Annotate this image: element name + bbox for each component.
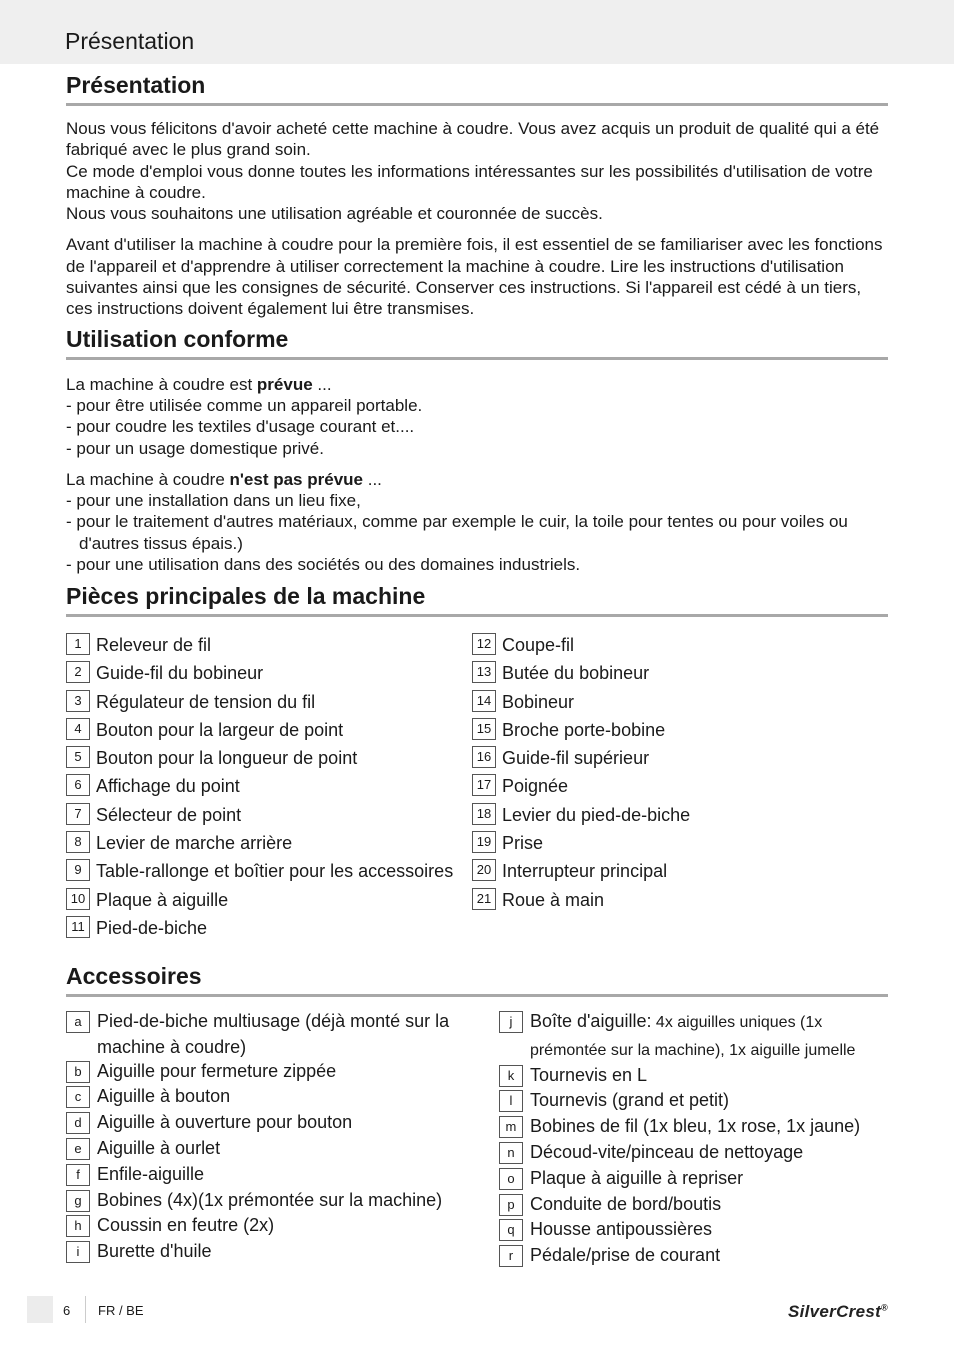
item-number-box: f — [66, 1164, 90, 1186]
item-label: Tournevis en L — [529, 1064, 648, 1085]
item-label: Bobines de fil (1x bleu, 1x rose, 1x jaune) — [529, 1116, 861, 1137]
accessory-item — [499, 1218, 888, 1244]
part-item — [472, 858, 872, 886]
item-number-box: 8 — [66, 831, 90, 853]
list-item: - pour être utilisée comme un appareil portable. — [66, 395, 423, 415]
parts-list — [66, 631, 888, 942]
parts-column-2 — [472, 631, 872, 942]
item-number-box: o — [499, 1168, 523, 1190]
accessory-item — [499, 1193, 888, 1219]
page-content — [66, 70, 888, 1270]
utilisation-intro-2 — [66, 469, 888, 490]
section-title-presentation: Présentation — [66, 70, 888, 106]
part-item — [472, 829, 872, 857]
part-item — [66, 631, 472, 659]
accessories-column-2 — [499, 1010, 888, 1270]
intro-suffix: ... — [363, 469, 382, 489]
accessory-item — [499, 1010, 888, 1064]
accessory-item — [66, 1085, 499, 1111]
part-item — [472, 660, 872, 688]
item-number-box: 2 — [66, 661, 90, 683]
item-label: Guide-fil du bobineur — [96, 663, 264, 684]
part-item — [472, 716, 872, 744]
item-number-box: 7 — [66, 803, 90, 825]
item-label: Prise — [502, 833, 544, 854]
not-intended-use-list — [66, 490, 888, 575]
item-label: Découd-vite/pinceau de nettoyage — [529, 1142, 804, 1162]
brand-logo — [788, 1302, 888, 1322]
item-number-box: 1 — [66, 633, 90, 655]
item-number-box: p — [499, 1194, 523, 1216]
item-label: Levier de marche arrière — [96, 833, 293, 854]
item-label: Coupe-fil — [502, 634, 575, 655]
item-label: Table-rallonge et boîtier pour les accessoires — [96, 861, 454, 882]
item-label: Roue à main — [502, 889, 605, 910]
item-number-box: 16 — [472, 746, 496, 768]
item-label: Régulateur de tension du fil — [96, 691, 316, 712]
item-label: Broche porte-bobine — [502, 719, 666, 740]
page-header-title: Présentation — [65, 28, 195, 54]
part-item — [472, 801, 872, 829]
accessories-column-1 — [66, 1010, 499, 1270]
intro-suffix: ... — [312, 374, 332, 394]
list-item: - pour un usage domestique privé. — [66, 438, 324, 458]
item-number-box: h — [66, 1215, 90, 1237]
part-item — [472, 773, 872, 801]
item-label: Aiguille pour fermeture zippée — [97, 1060, 337, 1081]
intro-bold: prévue — [256, 374, 313, 394]
brand-name: SilverCrest — [787, 1302, 882, 1321]
item-number-box: q — [499, 1219, 523, 1241]
part-item — [66, 858, 472, 886]
part-item — [66, 688, 472, 716]
part-item — [472, 688, 872, 716]
item-number-box: 13 — [472, 661, 496, 683]
item-number-box: k — [499, 1065, 523, 1087]
item-label: Sélecteur de point — [96, 804, 242, 825]
parts-column-1 — [66, 631, 472, 942]
paragraph-line: Nous vous félicitons d'avoir acheté cette machine à coudre. Vous avez acquis un produit de qualité qui a été fabriqué avec le plus grand soin. — [66, 119, 880, 160]
accessory-item — [66, 1111, 499, 1137]
accessory-item — [499, 1167, 888, 1193]
accessory-item — [499, 1064, 888, 1090]
item-label-detail: 4x aiguilles uniques (1x prémontée sur la machine), 1x aiguille jumelle — [529, 1013, 856, 1059]
list-item: - pour coudre les textiles d'usage courant et.... — [66, 417, 415, 437]
intro-text: La machine à coudre est — [66, 374, 257, 394]
part-item — [66, 745, 472, 773]
item-label: Aiguille à ouverture pour bouton — [97, 1112, 353, 1133]
list-item: - pour le traitement d'autres matériaux, comme par exemple le cuir, la toile pour tentes ou pour voiles ou d'autres tissus épais.) — [66, 512, 848, 553]
accessory-item — [66, 1060, 499, 1086]
item-number-box: g — [66, 1190, 90, 1212]
item-number-box: 17 — [472, 774, 496, 796]
item-number-box: b — [66, 1061, 90, 1083]
item-label: Tournevis (grand et petit) — [529, 1090, 730, 1111]
item-label: Enfile-aiguille — [97, 1163, 205, 1184]
part-item — [66, 801, 472, 829]
part-item — [66, 886, 472, 914]
item-label: Pied-de-biche — [96, 917, 208, 938]
section-title-accessoires: Accessoires — [66, 961, 888, 997]
item-number-box: 20 — [472, 859, 496, 881]
accessory-item — [66, 1214, 499, 1240]
intro-bold: n'est pas prévue — [229, 469, 363, 489]
accessory-item — [499, 1244, 888, 1270]
intended-use-list — [66, 395, 888, 459]
item-number-box: d — [66, 1112, 90, 1134]
footer-grey-box — [27, 1296, 53, 1323]
accessory-item — [66, 1137, 499, 1163]
accessory-item — [499, 1089, 888, 1115]
item-number-box: j — [499, 1011, 523, 1033]
item-label: Housse antipoussières — [529, 1219, 713, 1240]
item-label: Aiguille à bouton — [97, 1086, 231, 1107]
item-number-box: 19 — [472, 831, 496, 853]
utilisation-intro — [66, 374, 888, 395]
item-label: Affichage du point — [96, 776, 240, 797]
presentation-paragraph-1 — [66, 118, 888, 224]
item-label: Plaque à aiguille à repriser — [529, 1167, 744, 1188]
item-label: Guide-fil supérieur — [502, 748, 650, 769]
item-number-box: c — [66, 1086, 90, 1108]
item-label: Coussin en feutre (2x) — [97, 1215, 275, 1236]
item-number-box: n — [499, 1142, 523, 1164]
footer-language: FR / BE — [98, 1303, 144, 1318]
item-number-box: 9 — [66, 859, 90, 881]
item-number-box: 4 — [66, 718, 90, 740]
paragraph-line: Nous vous souhaitons une utilisation agréable et couronnée de succès. — [66, 204, 603, 224]
item-number-box: 5 — [66, 746, 90, 768]
page-number: 6 — [63, 1303, 71, 1318]
item-label: Bouton pour la longueur de point — [96, 748, 358, 769]
part-item — [66, 660, 472, 688]
item-number-box: l — [499, 1090, 523, 1112]
item-label: Aiguille à ourlet — [97, 1138, 221, 1158]
item-number-box: a — [66, 1011, 90, 1033]
item-label: Butée du bobineur — [502, 663, 650, 684]
accessory-item — [66, 1240, 499, 1266]
part-item — [472, 745, 872, 773]
intro-text: La machine à coudre — [66, 469, 230, 489]
item-number-box: 3 — [66, 690, 90, 712]
accessory-item — [66, 1010, 499, 1060]
part-item — [472, 886, 872, 914]
item-label: Interrupteur principal — [502, 861, 668, 882]
section-title-pieces: Pièces principales de la machine — [66, 581, 888, 617]
footer-divider — [85, 1296, 86, 1323]
item-number-box: 6 — [66, 774, 90, 796]
accessory-item — [66, 1163, 499, 1189]
accessory-item — [499, 1115, 888, 1141]
list-item: - pour une installation dans un lieu fixe, — [66, 491, 361, 511]
item-label: Levier du pied-de-biche — [502, 804, 691, 825]
item-label: Plaque à aiguille — [96, 889, 229, 910]
item-label — [530, 1008, 888, 1064]
item-number-box: m — [499, 1116, 523, 1138]
item-label: Pied-de-biche multiusage (déjà monté sur la machine à coudre) — [97, 1010, 450, 1057]
part-item — [472, 631, 872, 659]
presentation-paragraph-2: Avant d'utiliser la machine à coudre pour la première fois, il est essentiel de se familiariser avec les fonctions de l'appareil et d'apprendre à utiliser correctement la machine à coudre. Lire les instructions d'utilisation suivantes ainsi que les consignes de sécurité. Conserver ces instructions. Si l'appareil est cédé à un tiers, ces instructions doivent également lui être transmises. — [66, 235, 883, 319]
item-number-box: 15 — [472, 718, 496, 740]
item-number-box: 12 — [472, 633, 496, 655]
part-item — [66, 829, 472, 857]
item-label: Bouton pour la largeur de point — [96, 719, 344, 740]
item-label: Releveur de fil — [96, 634, 212, 655]
item-label: Bobines (4x)(1x prémontée sur la machine) — [97, 1189, 443, 1210]
paragraph-line: Ce mode d'emploi vous donne toutes les informations intéressantes sur les possibilités d'utilisation de votre machine à coudre. — [66, 161, 873, 202]
item-label-main: Boîte d'aiguille: — [529, 1010, 652, 1031]
list-item: - pour une utilisation dans des sociétés ou des domaines industriels. — [66, 555, 581, 575]
item-number-box: 18 — [472, 803, 496, 825]
item-label: Burette d'huile — [97, 1241, 212, 1262]
brand-registered-mark: ® — [881, 1302, 888, 1313]
part-item — [66, 716, 472, 744]
item-number-box: r — [499, 1245, 523, 1267]
item-number-box: 14 — [472, 690, 496, 712]
part-item — [66, 773, 472, 801]
item-label: Pédale/prise de courant — [529, 1245, 721, 1266]
item-number-box: 11 — [66, 916, 90, 938]
accessories-list — [66, 1010, 888, 1270]
section-title-utilisation: Utilisation conforme — [66, 324, 888, 360]
item-label: Poignée — [502, 776, 569, 797]
accessory-item — [66, 1189, 499, 1215]
item-number-box: 10 — [66, 888, 90, 910]
part-item — [66, 914, 472, 942]
accessory-item — [499, 1141, 888, 1167]
item-number-box: 21 — [472, 888, 496, 910]
item-label: Bobineur — [502, 691, 575, 712]
item-number-box: e — [66, 1138, 90, 1160]
item-number-box: i — [66, 1241, 90, 1263]
item-label: Conduite de bord/boutis — [529, 1193, 722, 1214]
